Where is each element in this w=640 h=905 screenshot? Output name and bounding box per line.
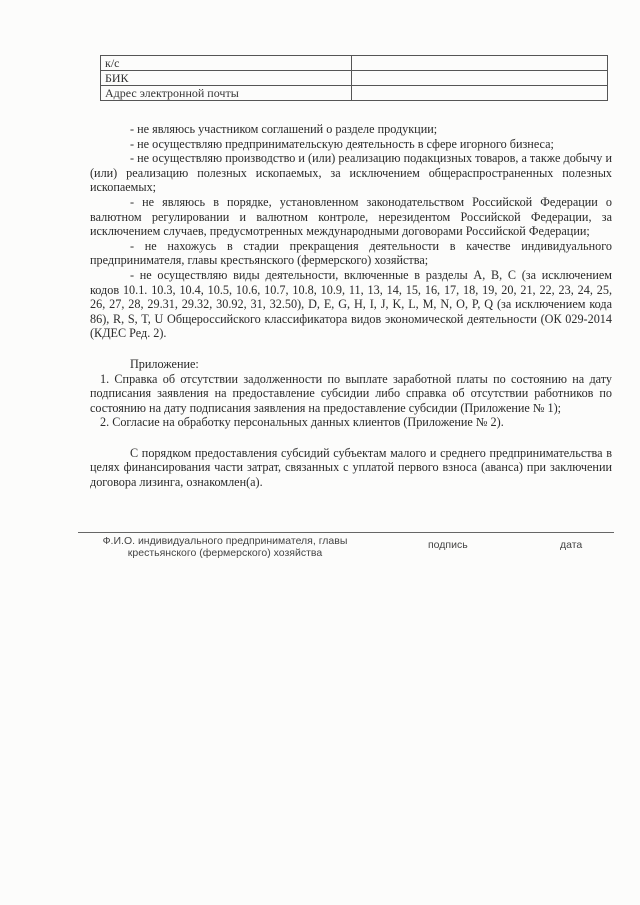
signature-caption: подпись [428, 539, 468, 551]
table-cell-value [352, 71, 608, 86]
statement-item: - не осуществляю предпринимательскую деятельность в сфере игорного бизнеса; [130, 136, 554, 151]
statement-item: - не нахожусь в стадии прекращения деятельности в качестве индивидуального предпринимателя, главы крестьянского (фермерского) хозяйства; [90, 238, 612, 268]
annex-title: Приложение: [130, 356, 199, 371]
acknowledgement-text: С порядком предоставления субсидий субъектам малого и среднего предпринимательства в целях финансирования части затрат, связанных с уплатой первого взноса (аванса) при заключении договора лизинга, ознакомлен(а). [90, 445, 612, 490]
statement-item: - не являюсь в порядке, установленном законодательством Российской Федерации о валютном регулировании и валютном контроле, нерезидентом Российской Федерации, за исключением случаев, предусмотренных международными договорами Российской Федерации; [90, 194, 612, 239]
annex-item: 2. Согласие на обработку персональных данных клиентов (Приложение № 2). [100, 415, 504, 430]
bank-details-table [100, 55, 608, 101]
signature-line [78, 532, 614, 533]
table-cell-label: БИК [101, 71, 352, 86]
signature-block [78, 532, 614, 572]
table-cell-label: Адрес электронной почты [101, 86, 352, 101]
statement-item: - не являюсь участником соглашений о разделе продукции; [130, 122, 438, 136]
table-cell-label: к/с [101, 56, 352, 71]
table-row [101, 71, 608, 86]
annex-item: 1. Справка об отсутствии задолженности по выплате заработной платы по состоянию на дату подписания заявления на предоставление субсидии либо справка об отсутствии работников по состоянию на дату подписания заявления на предоставление субсидии (Приложение № 1); [90, 371, 612, 415]
table-cell-value [352, 86, 608, 101]
table-cell-value [352, 56, 608, 71]
statement-item: - не осуществляю виды деятельности, включенные в разделы A, B, C (за исключением кодов 10.1. 10.3, 10.4, 10.5, 10.6, 10.7, 10.8, 10.9, 11, 13, 14, 15, 16, 17, 18, 19, 20, 21, 22, 23, 24, 25, 26, 27, 28, 29.31, 29.32, 30.92, 31, 32.50), D, E, G, H, I, J, K, L, M, N, O, P, Q (за исключением кода 86), R, S, T, U Общероссийского классификатора видов экономической деятельности (ОК 029-2014 (КДЕС Ред. 2). [90, 267, 612, 341]
table-row [101, 86, 608, 101]
document-body [90, 122, 612, 490]
table-row [101, 56, 608, 71]
fio-caption: Ф.И.О. индивидуального предпринимателя, главы крестьянского (фермерского) хозяйства [102, 535, 348, 559]
statement-item: - не осуществляю производство и (или) реализацию подакцизных товаров, а также добычу и (или) реализацию полезных ископаемых, за исключением общераспространенных полезных ископаемых; [90, 151, 612, 195]
date-caption: дата [560, 539, 583, 551]
